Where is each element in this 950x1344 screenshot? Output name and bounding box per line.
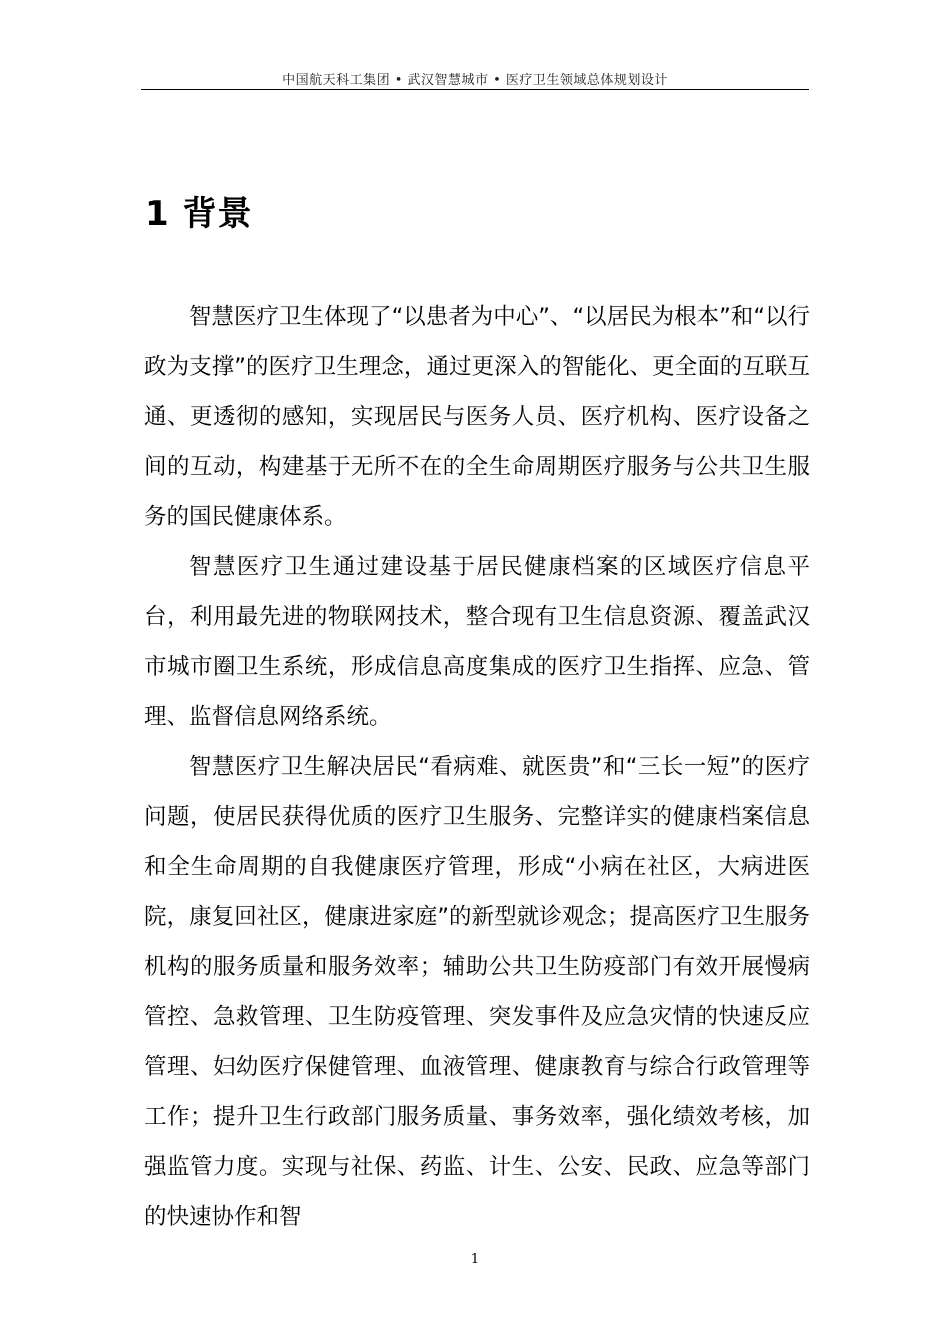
paragraph: 智慧医疗卫生体现了“以患者为中心”、“以居民为根本”和“以行政为支撑”的医疗卫生理念，通过更深入的智能化、更全面的互联互通、更透彻的感知，实现居民与医务人员、医疗机构、医疗设备之间的互动，构建基于无所不在的全生命周期医疗服务与公共卫生服务的国民健康体系。 xyxy=(144,304,810,530)
paragraph: 智慧医疗卫生通过建设基于居民健康档案的区域医疗信息平台，利用最先进的物联网技术，整合现有卫生信息资源、覆盖武汉市城市圈卫生系统，形成信息高度集成的医疗卫生指挥、应急、管理、监督信息网络系统。 xyxy=(144,554,810,730)
section-title: 1 背景 xyxy=(145,194,253,234)
page-number: 1 xyxy=(470,1252,480,1267)
header-divider xyxy=(141,89,809,90)
running-header: 中国航天科工集团 • 武汉智慧城市 • 医疗卫生领域总体规划设计 xyxy=(282,73,668,88)
paragraph: 智慧医疗卫生解决居民“看病难、就医贵”和“三长一短”的医疗问题，使居民获得优质的医疗卫生服务、完整详实的健康档案信息和全生命周期的自我健康医疗管理，形成“小病在社区，大病进医院，康复回社区，健康进家庭”的新型就诊观念；提高医疗卫生服务机构的服务质量和服务效率；辅助公共卫生防疫部门有效开展慢病管控、急救管理、卫生防疫管理、突发事件及应急灾情的快速反应管理、妇幼医疗保健管理、血液管理、健康教育与综合行政管理等工作；提升卫生行政部门服务质量、事务效率，强化绩效考核，加强监管力度。实现与社保、药监、计生、公安、民政、应急等部门的快速协作和智 xyxy=(144,754,810,1230)
body-text xyxy=(144,292,810,1242)
